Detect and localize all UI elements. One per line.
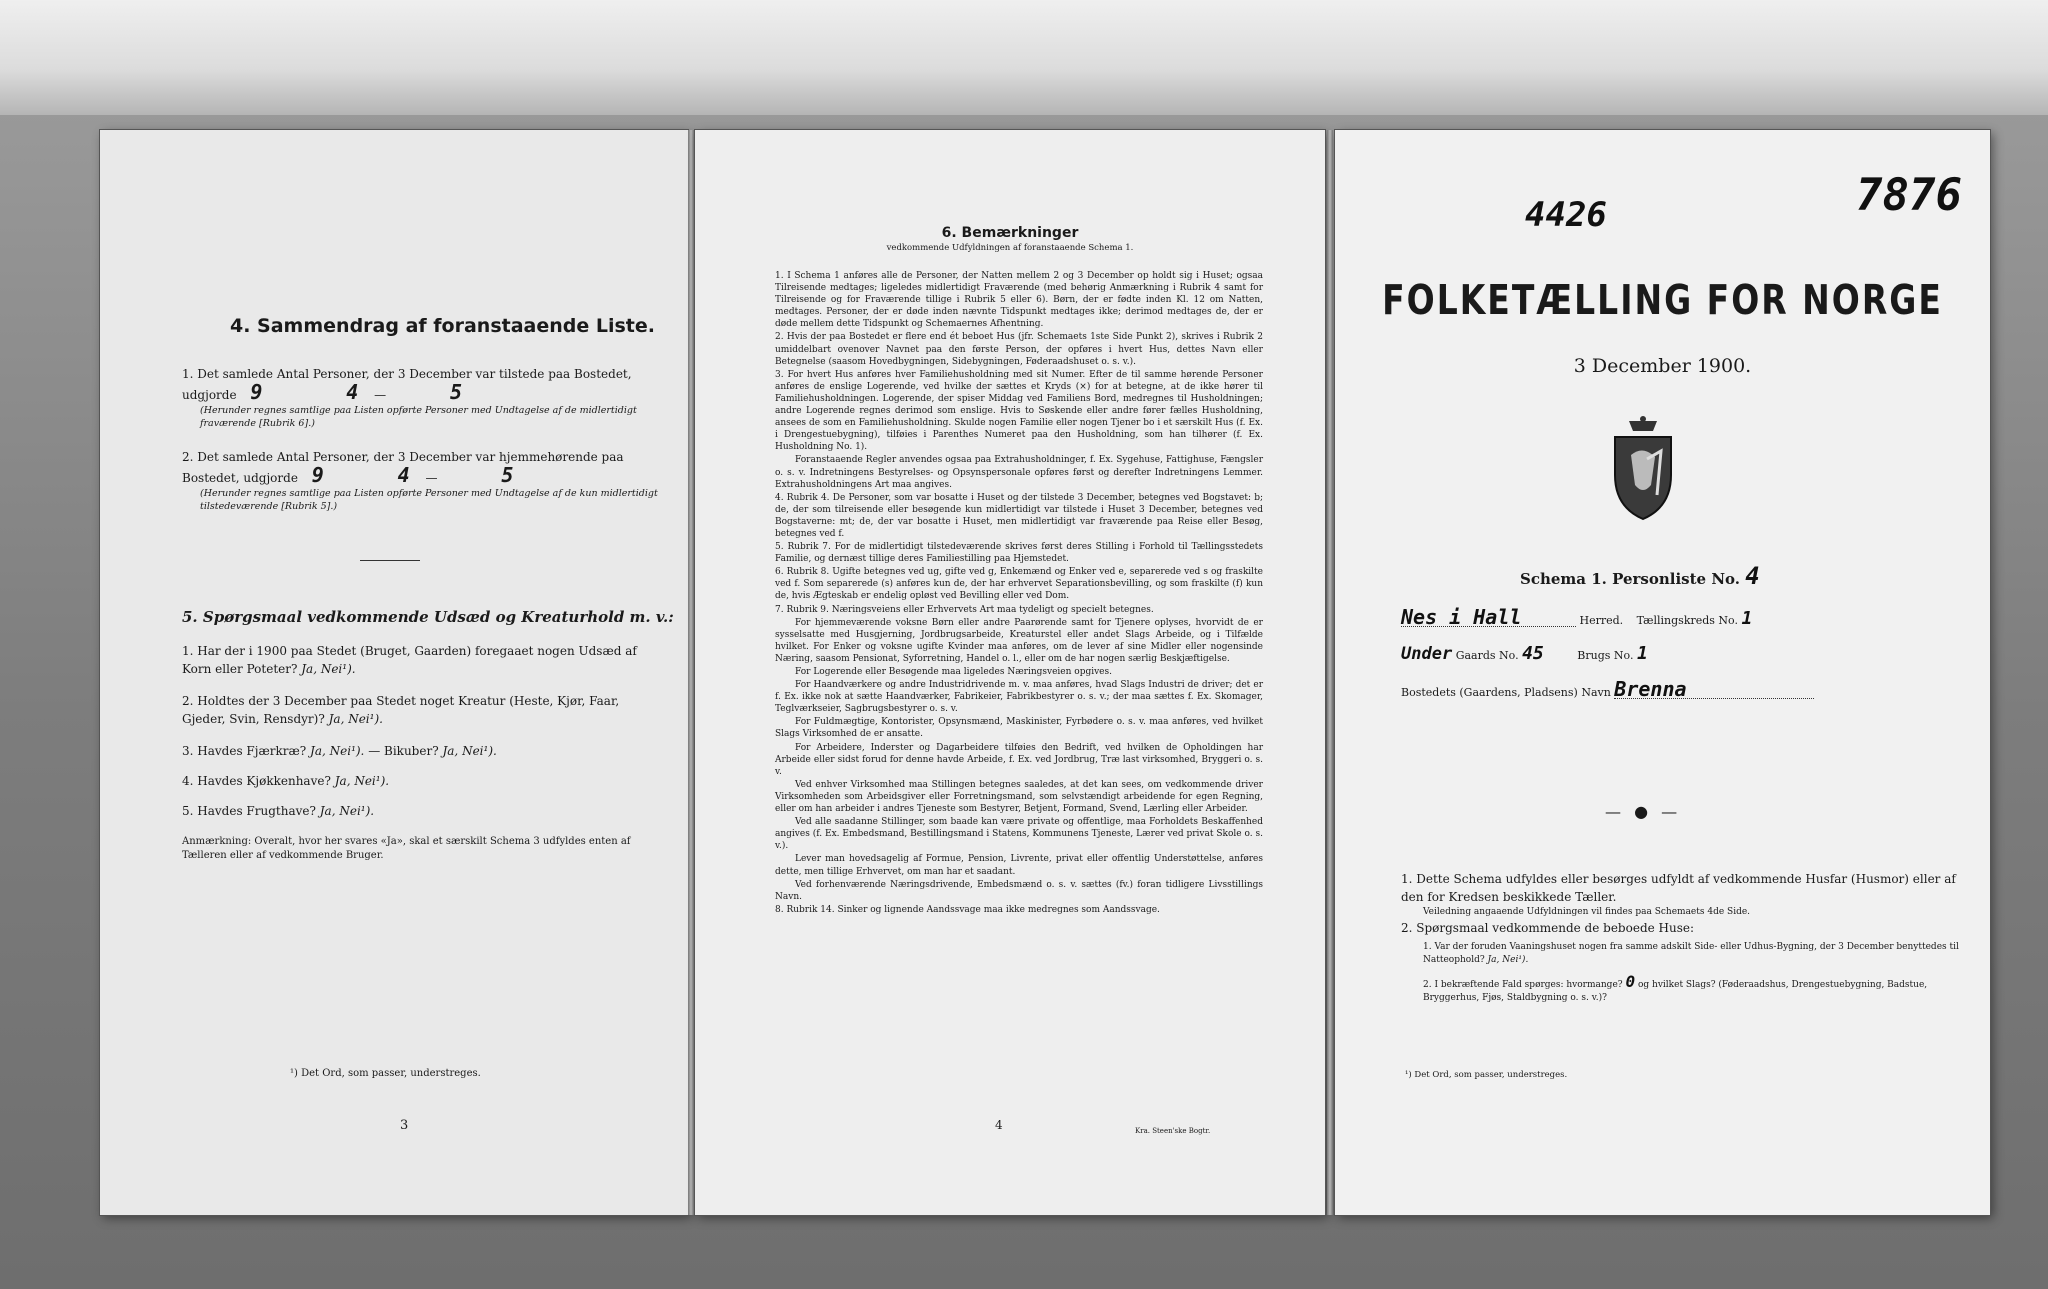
section-4-title: 4. Sammendrag af foranstaaende Liste. — [230, 315, 655, 337]
question-2-note: (Herunder regnes samtlige paa Listen opførte Personer med Undtagelse af de kun midlertidigt tilstedeværende [Rubrik 5].) — [200, 488, 658, 512]
gaards-label: Gaards No. — [1455, 649, 1519, 662]
kreds-value: 1 — [1741, 608, 1753, 629]
coat-of-arms-icon — [1603, 415, 1683, 525]
page-number: 3 — [400, 1118, 409, 1133]
question-5-2-answer: Ja, Nei¹). — [328, 712, 383, 726]
instruction-1-note: Veiledning angaaende Udfyldningen vil findes paa Schemaets 4de Side. — [1423, 907, 1751, 917]
gaards-prefix: Under — [1401, 644, 1453, 664]
remark-paragraph: 4. Rubrik 4. De Personer, som var bosatte i Huset og der tilstede 3 December, betegnes ved Bogstavet: b; de, der som tilreisende eller besøgende kun midlertidigt var tilstede i Huset 3 December, betegnes ved Bogstaverne: mt; de, der var bosatte i Huset, men midlertidigt var fraværende paa Reise eller Besøg, betegnes ved f. — [775, 492, 1263, 539]
remark: Anmærkning: Overalt, hvor her svares «Ja», skal et særskilt Schema 3 udfyldes enten af Tælleren eller af vedkommende Bruger. — [182, 836, 631, 861]
instruction-2-2-value: 0 — [1625, 972, 1636, 991]
herred-value: Nes i Hall — [1401, 608, 1576, 627]
bosted-line — [1401, 677, 1814, 702]
question-5-3b-answer: Ja, Nei¹). — [442, 744, 497, 758]
remarks-title: 6. Bemærkninger — [941, 225, 1079, 241]
instructions — [1401, 870, 1961, 1005]
archive-number: 7876 — [1856, 170, 1962, 221]
question-5-3b-text: — Bikuber? — [368, 744, 439, 758]
footnote: ¹) Det Ord, som passer, understreges. — [1405, 1070, 1568, 1080]
question-5-3-text: 3. Havdes Fjærkræ? — [182, 744, 307, 758]
page-number: 4 — [995, 1118, 1003, 1132]
herred-line — [1401, 605, 1753, 630]
question-5-4-answer: Ja, Nei¹). — [334, 774, 390, 788]
question-2-prefix: Bostedet, udgjorde — [182, 471, 298, 485]
q2-value-women: 5 — [501, 463, 514, 487]
page-fold-right — [1327, 130, 1333, 1215]
instruction-2-1 — [1401, 941, 1961, 967]
remark-paragraph: Ved forhenværende Næringsdrivende, Embedsmænd o. s. v. sættes (fv.) foran tidligere Livsstillings Navn. — [775, 879, 1263, 902]
remark-paragraph: 5. Rubrik 7. For de midlertidigt tilstedeværende skrives først deres Stilling i Forhold til Tællingsstedets Familie, og dernæst tillige deres Familiestilling paa Hjemstedet. — [775, 542, 1263, 565]
remark-paragraph: 2. Hvis der paa Bostedet er flere end ét beboet Hus (jfr. Schemaets 1ste Side Punkt 2), skrives i Rubrik 2 umiddelbart ovenover Navnet paa den første Person, der opføres i hvert Hus, dettes Navn eller Betegnelse (saasom Hovedbygningen, Sidebygningen, Føderaadshuset o. s. v.). — [775, 332, 1263, 367]
q1-value-men: 4 — [346, 380, 359, 404]
herred-label: Herred. — [1579, 614, 1624, 627]
remark-paragraph: 6. Rubrik 8. Ugifte betegnes ved ug, gifte ved g, Enkemænd og Enker ved e, separerede ved s og fraskilte ved f. Som separerede (s) anføres kun de, der har erhvervet Separationsbevilling, og som fraskilte (f) kun de, hvis Ægteskab er endelig opløst ved Bevilling eller ved Dom. — [775, 567, 1263, 602]
question-1 — [182, 365, 662, 430]
question-5-1 — [182, 642, 662, 678]
q2-value-men: 4 — [397, 463, 410, 487]
schema-value: 4 — [1745, 562, 1760, 590]
brugs-value: 1 — [1636, 643, 1648, 664]
question-5-4-text: 4. Havdes Kjøkkenhave? — [182, 774, 331, 788]
gaards-line — [1401, 645, 1648, 665]
ornament: — ● — — [1605, 802, 1682, 821]
question-2-text: 2. Det samlede Antal Personer, der 3 December var hjemmehørende paa — [182, 450, 624, 464]
q1-value-women: 5 — [449, 380, 463, 404]
remark-paragraph: Foranstaaende Regler anvendes ogsaa paa Extrahusholdninger, f. Ex. Sygehuse, Fattighuse, Fængsler o. s. v. Indretningens Bestyrelses- og Opsynspersonale opføres først og derefter Indretningens Lemmer. Extrahusholdningens Art maa angives. — [775, 455, 1263, 490]
instruction-2-1-text: 1. Var der foruden Vaaningshuset nogen fra samme adskilt Side- eller Udhus-Bygning, der 3 December benyttedes til Natteophold? — [1423, 942, 1959, 965]
instruction-2-2-text: 2. I bekræftende Fald spørges: hvormange? — [1423, 980, 1623, 990]
instruction-2-1-answer: Ja, Nei¹). — [1487, 955, 1529, 965]
left-page — [100, 130, 688, 1215]
remark-paragraph: For Logerende eller Besøgende maa ligeledes Næringsveien opgives. — [795, 667, 1112, 677]
stamp-number: 4426 — [1525, 195, 1607, 235]
kreds-label: Tællingskreds No. — [1636, 614, 1738, 627]
question-2 — [182, 448, 662, 513]
remark-paragraph: 8. Rubrik 14. Sinker og lignende Aandssvage maa ikke medregnes som Aandssvage. — [775, 904, 1160, 915]
remark-paragraph: For Fuldmægtige, Kontorister, Opsynsmænd, Maskinister, Fyrbødere o. s. v. maa anføres, ved hvilket Slags Virksomhed de er ansatte. — [775, 717, 1263, 740]
remark-paragraph: For Arbeidere, Inderster og Dagarbeidere tilføies den Bedrift, ved hvilken de Opholdingen har Arbeide eller sidst forud for denne havde Arbeide, f. Ex. ved Jordbrug, Træ last virksomhed, Bryggeri o. s. v. — [775, 742, 1263, 777]
scan-top-strip — [0, 0, 2048, 115]
bosted-label: Bostedets (Gaardens, Pladsens) Navn — [1401, 686, 1611, 699]
q1-value-total: 9 — [250, 380, 263, 404]
question-5-2 — [182, 692, 662, 728]
remark-paragraph: For Haandværkere og andre Industridrivende m. v. maa anføres, hvad Slags Industri de driver; det er f. Ex. ikke nok at sætte Haandværker, Fabrikeier, Fabrikbestyrer o. s. v.; der maa sættes f. Ex. Skomager, Teglværkseier, Sagbrugsbestyrer o. s. v. — [775, 680, 1263, 715]
question-1-note: (Herunder regnes samtlige paa Listen opførte Personer med Undtagelse af de midlertidigt fraværende [Rubrik 6].) — [200, 405, 637, 429]
question-5-5-answer: Ja, Nei¹). — [319, 804, 375, 818]
middle-page — [695, 130, 1325, 1215]
remark-paragraph: Ved enhver Virksomhed maa Stillingen betegnes saaledes, at det kan sees, om vedkommende driver Virksomheden som Arbeidsgiver eller Forretningsmand, som selvstændigt arbeidende for egen Regning, eller om han arbeider i andres Tjeneste som Bestyrer, Betjent, Formand, Svend, Lærling eller Arbeider. — [775, 779, 1263, 815]
question-5-5-text: 5. Havdes Frugthave? — [182, 804, 316, 818]
question-5-3 — [182, 742, 662, 760]
bosted-value: Brenna — [1614, 680, 1814, 699]
question-5-2-text: 2. Holdtes der 3 December paa Stedet noget Kreatur (Heste, Kjør, Faar, Gjeder, Svin, Rensdyr)? — [182, 694, 620, 726]
remark-paragraph: For hjemmeværende voksne Børn eller andre Paarørende samt for Tjenere oplyses, hvorvidt de er sysselsatte med Husgjerning, Jordbrugsarbeide, Kreaturstel eller andet Slags Arbeide, og i Tilfælde hvilket. For Enker og voksne ugifte Kvinder maa anføres, om de lever af sine Midler eller nogensinde Næring, saasom Pensionat, Syforretning, Handel o. l., eller om de har nogen særlig Beskjæftigelse. — [775, 617, 1263, 664]
remarks-body — [775, 270, 1263, 917]
question-1-answer-line: udgjorde 9 4 — 5 — [182, 380, 463, 404]
right-page — [1335, 130, 1990, 1215]
instruction-1: 1. Dette Schema udfyldes eller besørges udfyldt af vedkommende Husfar (Husmor) eller af den for Kredsen beskikkede Tæller. — [1401, 872, 1956, 904]
page-fold-left — [688, 130, 694, 1215]
gaards-value: 45 — [1522, 643, 1544, 664]
section-5-title: 5. Spørgsmaal vedkommende Udsæd og Kreaturhold m. v.: — [182, 608, 674, 626]
remark-paragraph: Lever man hovedsagelig af Formue, Pension, Livrente, privat eller offentlig Understøttelse, anføres dette, men tillige Erhvervet, om man har et saadant. — [775, 854, 1263, 877]
footnote: ¹) Det Ord, som passer, understreges. — [290, 1068, 481, 1079]
remark-paragraph: 3. For hvert Hus anføres hver Familiehusholdning med sit Numer. Efter de til samme hørende Personer anføres de enslige Logerende, ved hvilke der sættes et Kryds (×) for at betegne, at de ikke hører til Familiehusholdningen. Logerende, der spiser Middag ved Familiens Bord, medregnes til Husholdningen; andre Logerende regnes derimod som enslige. Hvis to Søskende eller andre fører fælles Husholdning, ansees de som en Familiehusholdning. Skulde nogen Familie eller nogen Tjener bo i et særskilt Hus (f. Ex. i Drengestuebygning), tilføies i Parenthes Numeret paa den Husholdning, som han tilhører (f. Ex. Husholdning No. 1). — [775, 369, 1263, 453]
question-1-text: 1. Det samlede Antal Personer, der 3 December var tilstede paa Bostedet, — [182, 367, 632, 381]
question-5-3-answer: Ja, Nei¹). — [310, 744, 365, 758]
form-title: FOLKETÆLLING FOR NORGE — [1382, 275, 1943, 324]
question-2-answer-line: Bostedet, udgjorde 9 4 — 5 — [182, 463, 514, 487]
q2-value-total: 9 — [311, 463, 324, 487]
section-divider — [360, 560, 420, 561]
instruction-2-2-rest: og hvilket Slags? (Føderaadshus, Drengestuebygning, Badstue, Bryggerhus, Fjøs, Staldbygning o. s. v.)? — [1423, 980, 1928, 1003]
printer-mark: Kra. Steen'ske Bogtr. — [1135, 1127, 1211, 1135]
instruction-2: 2. Spørgsmaal vedkommende de beboede Huse: — [1401, 921, 1695, 935]
question-5-4 — [182, 772, 662, 790]
question-5-1-text: 1. Har der i 1900 paa Stedet (Bruget, Gaarden) foregaaet nogen Udsæd af Korn eller Poteter? — [182, 644, 637, 676]
remark-paragraph: 1. I Schema 1 anføres alle de Personer, der Natten mellem 2 og 3 December op holdt sig i Huset; ogsaa Tilreisende medtages; ligeledes midlertidigt Fraværende (med behørig Anmærkning i Rubrik 4 samt for Tilreisende og for Fraværende tillige i Rubrik 5 eller 6). Børn, der er fødte inden Kl. 12 om Natten, medtages. Personer, der er døde inden nævnte Tidspunkt medtages ikke; derimod medtages de, der er døde mellem dette Tidspunkt og Schemaernes Afhentning. — [775, 271, 1263, 330]
schema-label: Schema 1. Personliste No. — [1520, 570, 1740, 588]
instruction-2-2 — [1401, 972, 1961, 1005]
question-5-1-answer: Ja, Nei¹). — [301, 662, 356, 676]
remark-paragraph: Ved alle saadanne Stillinger, som baade kan være private og offentlige, maa Forholdets Beskaffenhed angives (f. Ex. Embedsmand, Bestillingsmand i Statens, Kommunens Tjeneste, Lærer ved privat Skole o. s. v.). — [775, 817, 1263, 852]
question-1-prefix: udgjorde — [182, 388, 237, 402]
remark-paragraph: 7. Rubrik 9. Næringsveiens eller Erhvervets Art maa tydeligt og specielt betegnes. — [775, 604, 1154, 615]
question-5-5 — [182, 802, 662, 820]
form-date: 3 December 1900. — [1573, 355, 1752, 377]
schema-line — [1520, 562, 1760, 590]
remarks-subtitle: vedkommende Udfyldningen af foranstaaende Schema 1. — [886, 243, 1134, 253]
brugs-label: Brugs No. — [1577, 649, 1634, 662]
